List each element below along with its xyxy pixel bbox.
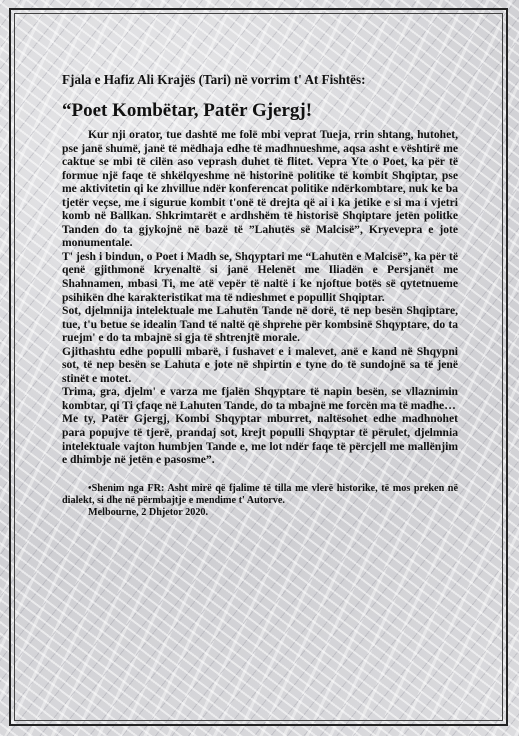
note-date: Melbourne, 2 Dhjetor 2020. — [88, 507, 209, 519]
editor-note — [62, 483, 458, 520]
paragraph-6: Me ty, Patër Gjergj, Kombi Shqyptar mburret, naltësohet edhe madhnohet para popujve të tjerë, prandaj sot, krejt populli Shqyptar të përulet, djelmnia intelektuale vajton humbjen Tande e, me lot ndër faqe të përcjell me mallënjim e dhimbje në jetën e pasosme”. — [62, 412, 458, 467]
document-content — [62, 72, 458, 519]
intro-heading: Fjala e Hafiz Ali Krajës (Tari) në vorrim t' At Fishtës: — [62, 72, 366, 87]
speech-title: “Poet Kombëtar, Patër Gjergj! — [62, 100, 313, 121]
paragraph-2: T' jesh i bindun, o Poet i Madh se, Shqyptari me “Lahutën e Malcisë”, ka për të qenë gjithmonë kryenaltë si janë Helenët me Iliadën e Persjanët me Shahnamen, mbasi Ti, me atë vepër të naltë i ke njoftue botës së qytetnueme psihikën dhe karakteristikat ma të ndieshmet e popullit Shqiptar. — [62, 249, 458, 304]
paragraph-3: Sot, djelmnija intelektuale me Lahutën Tande në dorë, të nep besën Shqiptare, tue, t'u betue se idealin Tand të naltë që shprehe për kombsinë Shqyptare, do ta ruejm' e do ta mbajnë si gja të shtrenjtë morale. — [62, 304, 458, 345]
speech-body — [62, 128, 458, 467]
paragraph-1: Kur nji orator, tue dashtë me folë mbi veprat Tueja, rrin shtang, hutohet, pse janë shumë, janë të mëdhaja edhe të madhnueshme, aqsa asht e vështirë me caktue se mbi të cilën aso veprash duhet të flitet. Vepra Yte o Poet, ka për të formue një faqe të shkëlqyeshme në historinë politike të kombit Shqiptar, pse me aktivitetin qi ke zhvillue ndër konferencat politike ndërkombtare, nuk ke ba tjetër veçse, me i sigurue kombit t'onë të drejta që ai i ka jetike e si ma i vjetri komb në Ballkan. Shkrimtarët e ardhshëm të historisë Shqiptare jetën politke Tanden do ta gjykojnë në bazë të ”Lahutës së Malcisë”, Kryevepra e jote monumentale. — [62, 128, 458, 250]
editor-note-text: •Shenim nga FR: Asht mirë që fjalime të tilla me vlerë historike, të mos preken në dialekt, si dhe në përmbajtje e mendime t' Autorve. — [62, 482, 458, 506]
paragraph-4: Gjithashtu edhe populli mbarë, i fushavet e i malevet, anë e kand në Shqypni sot, të nep besën se Lahuta e jote në shpirtin e tyne do të sundojnë sa të jenë stinët e motet. — [62, 344, 458, 385]
paragraph-5: Trima, gra, djelm' e varza me fjalën Shqyptare të napin besën, se vllaznimin kombtar, qi Ti çfaqe në Lahuten Tande, do ta mbajnë me forcën ma të madhe… — [62, 385, 458, 412]
